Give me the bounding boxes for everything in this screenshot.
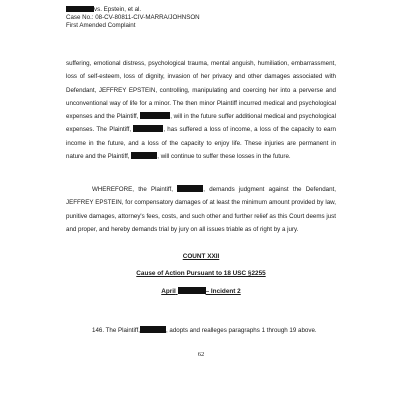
paragraph-146-text-2: , adopts and realleges paragraphs 1 through 19 above. [165, 327, 317, 334]
page-number: 62 [197, 351, 205, 358]
caption-case-number: Case No.: 08-CV-80811-CIV-MARRA/JOHNSON [66, 13, 200, 21]
redaction-block [133, 125, 163, 132]
damages-text-4: , will continue to suffer these losses in the future. [157, 153, 291, 161]
caption-line-parties [66, 6, 200, 14]
redaction-block [140, 326, 166, 333]
redaction-block [66, 6, 94, 12]
wherefore-text-1: WHEREFORE, the Plaintiff, [92, 186, 173, 193]
redaction-block [140, 112, 170, 119]
damages-text-1: suffering, emotional distress, psychological trauma, mental anguish, humiliation, embarrassment, loss of self-esteem, loss of dignity, invasion of her privacy and other damages associated with Defendant, JEFFREY EPSTEIN, controlling, manipulating and coercing her into a perverse and unconventional way of life for a minor. The then minor Plaintiff incurred medical and psychological expenses and the Plaintiff, [66, 60, 336, 121]
caption-parties-text: vs. Epstein, et al. [94, 6, 142, 13]
redaction-block [177, 185, 203, 192]
damages-text-2: , will in the future suffer additional medical and psychological expenses. The Plaintiff, [66, 113, 336, 134]
damages-paragraph [66, 57, 336, 163]
damages-text-3: , has suffered a loss of income, a loss of the capacity to earn income in the future, and a loss of the capacity to enjoy life. These injuries are permanent in nature and the Plaintiff, [66, 126, 336, 161]
paragraph-146-text-1: 146. The Plaintiff, [92, 327, 140, 334]
caption-document-title: First Amended Complaint [66, 21, 136, 29]
wherefore-paragraph [66, 183, 336, 236]
cause-of-action-heading: Cause of Action Pursuant to 18 USC §2255 [136, 270, 266, 277]
incident-heading-suffix: – Incident 2 [205, 288, 241, 295]
redaction-block [131, 152, 157, 159]
redaction-block [178, 287, 206, 294]
incident-heading [66, 287, 336, 295]
wherefore-text-2: , demands judgment against the Defendant, JEFFREY EPSTEIN, for compensatory damages of at least the minimum amount provided by law, punitive damages, attorney's fees, costs, and such other and further relief as this Court deems just and proper, and hereby demands trial by jury on all issues triable as of right by a jury. [66, 186, 336, 233]
case-caption [66, 6, 200, 29]
incident-heading-prefix: April [161, 288, 176, 295]
count-heading: COUNT XXII [182, 253, 220, 260]
paragraph-146 [66, 324, 336, 337]
